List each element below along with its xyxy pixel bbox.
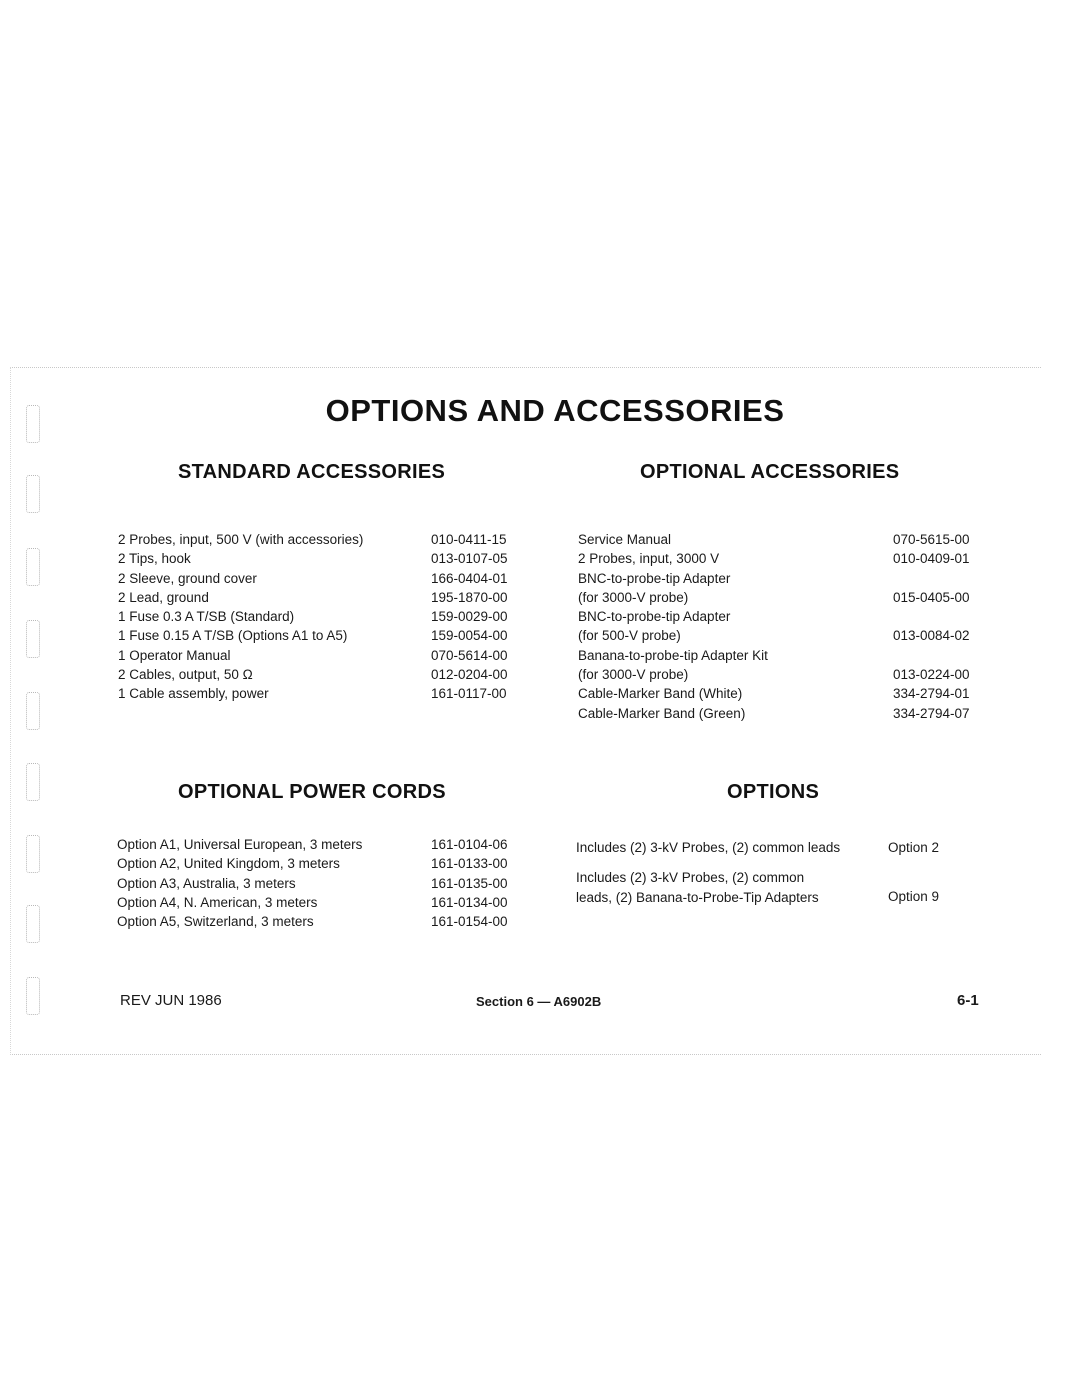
list-item <box>118 626 518 645</box>
list-item <box>578 549 978 568</box>
item-description: Option A1, Universal European, 3 meters <box>117 837 363 852</box>
page-title: OPTIONS AND ACCESSORIES <box>325 393 785 428</box>
item-description: 2 Lead, ground <box>118 589 209 605</box>
item-description: (for 3000-V probe) <box>578 589 689 605</box>
binder-hole <box>26 620 40 658</box>
item-description: 2 Probes, input, 3000 V <box>578 551 720 567</box>
option-description-line: leads, (2) Banana-to-Probe-Tip Adapters <box>576 889 819 905</box>
part-number: 070-5615-00 <box>893 532 970 547</box>
list-item <box>578 684 978 703</box>
item-description: 2 Probes, input, 500 V (with accessories) <box>118 532 364 547</box>
part-number: 010-0411-15 <box>431 532 507 547</box>
item-description: (for 500-V probe) <box>578 628 681 644</box>
option-description-line: Includes (2) 3-kV Probes, (2) common leads <box>576 840 841 855</box>
item-description: 1 Cable assembly, power <box>118 686 269 702</box>
optional-accessories-heading: OPTIONAL ACCESSORIES <box>640 461 900 483</box>
item-description: 2 Cables, output, 50 Ω <box>118 667 253 683</box>
option-code: Option 2 <box>888 840 940 855</box>
part-number: 161-0133-00 <box>431 856 508 872</box>
item-description: 2 Tips, hook <box>118 551 191 567</box>
list-item <box>118 530 518 549</box>
part-number: 334-2794-07 <box>893 705 970 721</box>
list-item <box>578 626 978 645</box>
part-number: 161-0134-00 <box>431 894 508 910</box>
part-number: 159-0029-00 <box>431 609 508 625</box>
part-number: 161-0135-00 <box>431 875 508 891</box>
binder-hole <box>26 905 40 943</box>
footer-section: Section 6 — A6902B <box>476 994 602 1009</box>
item-description: Service Manual <box>578 532 672 547</box>
list-item <box>118 607 518 626</box>
item-description: BNC-to-probe-tip Adapter <box>578 570 731 586</box>
list-item <box>578 704 978 723</box>
footer-revision: REV JUN 1986 <box>120 992 222 1009</box>
binder-hole <box>26 692 40 730</box>
part-number: 013-0224-00 <box>893 667 970 683</box>
option-row <box>576 838 976 858</box>
item-description: 1 Fuse 0.15 A T/SB (Options A1 to A5) <box>118 628 348 644</box>
part-number: 015-0405-00 <box>893 589 970 605</box>
binder-hole <box>26 475 40 513</box>
list-item <box>117 874 517 893</box>
item-description: Cable-Marker Band (Green) <box>578 705 746 721</box>
list-item <box>118 549 518 568</box>
option-code: Option 9 <box>888 889 940 904</box>
item-description: Option A4, N. American, 3 meters <box>117 894 318 910</box>
option-row <box>576 868 976 908</box>
item-description: Option A2, United Kingdom, 3 meters <box>117 856 340 872</box>
list-item <box>117 854 517 873</box>
options-heading: OPTIONS <box>727 781 820 803</box>
part-number: 159-0054-00 <box>431 628 508 644</box>
list-item <box>578 530 978 549</box>
part-number: 012-0204-00 <box>431 667 508 683</box>
part-number: 013-0084-02 <box>893 628 970 644</box>
part-number: 161-0117-00 <box>431 686 507 702</box>
list-item <box>118 588 518 607</box>
footer-page-number: 6-1 <box>957 992 979 1009</box>
binder-hole <box>26 977 40 1015</box>
list-item <box>118 684 518 703</box>
list-item <box>118 569 518 588</box>
part-number: 070-5614-00 <box>431 647 508 663</box>
part-number: 161-0154-00 <box>431 914 508 930</box>
item-description: Option A3, Australia, 3 meters <box>117 875 296 891</box>
option-description <box>576 868 819 907</box>
binder-hole <box>26 548 40 586</box>
list-item <box>578 569 978 588</box>
part-number: 013-0107-05 <box>431 551 508 567</box>
list-item <box>117 912 517 931</box>
item-description: 2 Sleeve, ground cover <box>118 570 257 586</box>
list-item <box>118 665 518 684</box>
item-description: (for 3000-V probe) <box>578 667 689 683</box>
binder-hole <box>26 763 40 801</box>
standard-accessories-heading: STANDARD ACCESSORIES <box>178 461 446 483</box>
list-item <box>117 835 517 854</box>
part-number: 161-0104-06 <box>431 837 508 852</box>
list-item <box>118 646 518 665</box>
part-number: 166-0404-01 <box>431 570 508 586</box>
item-description: Option A5, Switzerland, 3 meters <box>117 914 314 930</box>
standard-accessories-list <box>118 530 518 704</box>
optional-power-cords-list <box>117 835 517 931</box>
optional-power-cords-heading: OPTIONAL POWER CORDS <box>178 781 446 803</box>
part-number: 010-0409-01 <box>893 551 970 567</box>
part-number: 334-2794-01 <box>893 686 970 702</box>
list-item <box>578 588 978 607</box>
item-description: 1 Operator Manual <box>118 647 231 663</box>
item-description: Banana-to-probe-tip Adapter Kit <box>578 647 768 663</box>
list-item <box>578 665 978 684</box>
list-item <box>578 607 978 626</box>
list-item <box>117 893 517 912</box>
optional-accessories-list <box>578 530 978 723</box>
option-description <box>576 838 840 858</box>
part-number: 195-1870-00 <box>431 589 508 605</box>
option-description-line: Includes (2) 3-kV Probes, (2) common <box>576 870 805 885</box>
item-description: BNC-to-probe-tip Adapter <box>578 609 731 625</box>
item-description: Cable-Marker Band (White) <box>578 686 743 702</box>
binder-holes <box>26 405 40 1025</box>
list-item <box>578 646 978 665</box>
binder-hole <box>26 835 40 873</box>
item-description: 1 Fuse 0.3 A T/SB (Standard) <box>118 609 295 625</box>
